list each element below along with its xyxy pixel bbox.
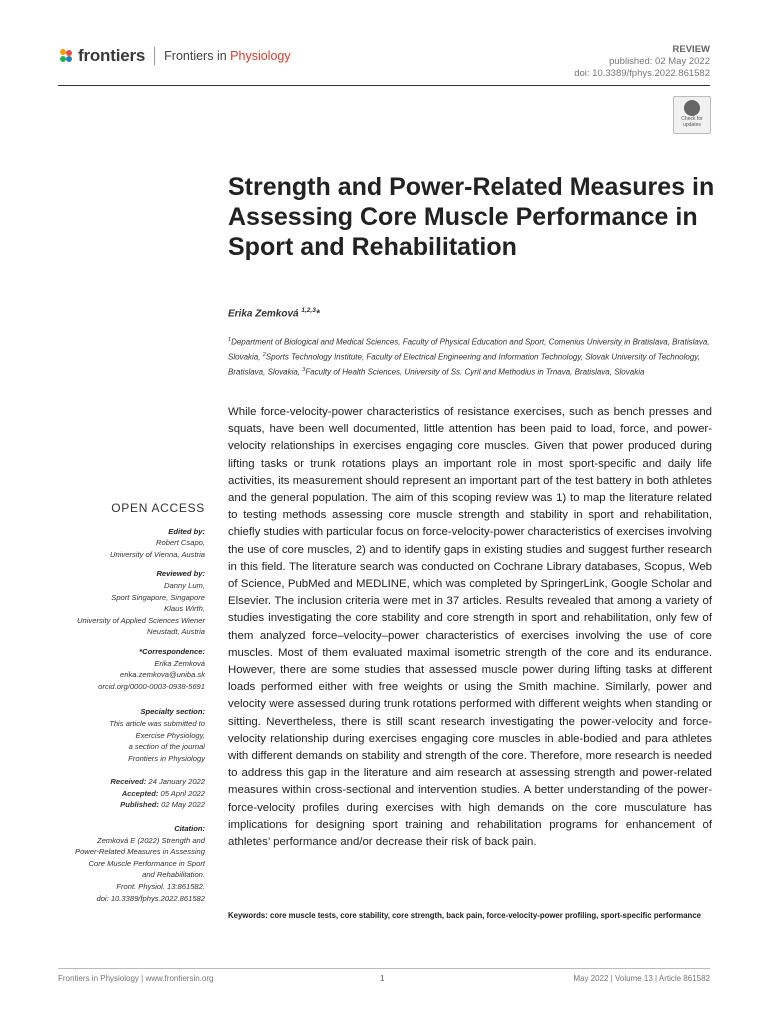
reviewer-affiliation: University of Applied Sciences Wiener bbox=[77, 615, 205, 625]
specialty-line: Frontiers in Physiology bbox=[128, 753, 205, 763]
brand-name: frontiers bbox=[78, 46, 146, 65]
citation-heading: Citation: bbox=[174, 824, 205, 834]
published-date: published: 02 May 2022 bbox=[609, 56, 710, 67]
citation-line: and Rehabilitation. bbox=[142, 870, 205, 880]
correspondence-orcid[interactable]: orcid.org/0000-0003-0938-5691 bbox=[98, 681, 205, 691]
reviewer-affiliation: Neustadt, Austria bbox=[147, 627, 205, 637]
edited-by-heading: Edited by: bbox=[168, 526, 205, 536]
affiliations: $^1$Department of Biological and Medical Sciences, Faculty of Physical Education and Sport, Comenius University in Bratislava, Bratislava, Slovakia, $^2$Sports Technology Institute, Faculty of Electrical Engineering and Information Technology, Slovak University of Technology, Bratislava, Slovakia, $^3$Faculty of Health Sciences, University of Ss. Cyril and Methodius in Trnava, Bratislava, Slovakia bbox=[228, 337, 710, 377]
dates-block bbox=[28, 776, 205, 811]
citation-block bbox=[28, 823, 205, 904]
affiliation-1: Department of Biological and Medical Sciences, Faculty of Physical Education and Sport, Comenius University in Bratislava, Bratislava, Slovakia, bbox=[228, 337, 710, 362]
correspondence-email[interactable]: erika.zemkova@uniba.sk bbox=[120, 670, 205, 680]
citation-line: Core Muscle Performance in Sport bbox=[88, 858, 205, 868]
editor-affiliation: University of Vienna, Austria bbox=[110, 549, 205, 559]
published-date-sidebar: Published: 02 May 2022 bbox=[120, 800, 205, 810]
author-name[interactable]: Erika Zemková bbox=[228, 308, 299, 320]
correspondence-block bbox=[28, 646, 205, 692]
logo-divider bbox=[154, 47, 155, 65]
corresponding-marker: * bbox=[315, 308, 320, 320]
article-sidebar bbox=[28, 503, 205, 912]
author-line bbox=[228, 307, 320, 319]
affiliation-3: Faculty of Health Sciences, University of Ss. Cyril and Methodius in Trnava, Bratislava, Slovakia bbox=[305, 367, 645, 377]
journal-logo[interactable] bbox=[58, 46, 291, 66]
footer-journal-link[interactable]: Frontiers in Physiology | www.frontiersin.org bbox=[58, 974, 214, 983]
affiliation-2: Sports Technology Institute, Faculty of Electrical Engineering and Information Technology, Slovak University of Technology, Bratislava, Slovakia, bbox=[228, 352, 700, 377]
correspondence-heading: *Correspondence: bbox=[139, 646, 205, 656]
badge-label: Check for updates bbox=[681, 116, 703, 128]
journal-name: Frontiers in Physiology bbox=[164, 49, 291, 63]
specialty-line: Exercise Physiology, bbox=[135, 730, 205, 740]
reviewed-by-heading: Reviewed by: bbox=[156, 569, 205, 579]
article-type: REVIEW bbox=[672, 44, 710, 55]
specialty-line: This article was submitted to bbox=[109, 718, 205, 728]
footer-issue-info: May 2022 | Volume 13 | Article 861582 bbox=[573, 974, 710, 983]
footer-divider bbox=[58, 968, 710, 969]
check-updates-icon bbox=[684, 100, 700, 116]
correspondence-name: Erika Zemková bbox=[154, 658, 205, 668]
abstract-text: While force-velocity-power characteristics of resistance exercises, such as bench presses and squats, have been well documented, little attention has been paid to load, force, and power-velocity relationships in exercises engaging core muscles. Given that power produced during lifting tasks or trunk rotations plays an important role in most sport-specific and daily life activities, its measurement should represent an important part of the test battery in both athletes and the general population. The aim of this scoping review was 1) to map the literature related to testing methods assessing core muscle strength and stability in sport and rehabilitation, chiefly studies with particular focus on force-velocity-power characteristics of exercises involving the use of core muscles, 2) and to identify gaps in existing studies and suggest further research in this field. The literature search was conducted on Cochrane Library databases, Scopus, Web of Science, PubMed and MEDLINE, which was completed by SpringerLink, Google Scholar and Elsevier. The inclusion criteria were met in 37 articles. Results revealed that among a variety of studies investigating the core stability and core strength in sport and rehabilitation, only few of them analyzed force–velocity–power characteristics of exercises involving the use of core muscles. Most of them evaluated maximal isometric strength of the core and its endurance. However, there are some studies that assessed muscle power during lifting tasks at different loads performed either with free weights or using the Smith machine. Similarly, power and velocity were assessed during trunk rotations performed with different weights when standing or sitting. Nevertheless, there is still scant research investigating the power-velocity and force-velocity relationship during exercises engaging core muscles in able-bodied and para athletes with different demands on stability and strength of the core. Therefore, more research is needed to address this gap in the literature and aim research at assessing strength and power-related measures within cross-sectional and intervention studies. A better understanding of the power-force-velocity profiles during exercises with high demands on the core musculature has implications for designing sport training and rehabilitation programs for enhancement of athletes’ performance and/or decrease their risk of back pain. bbox=[228, 406, 712, 849]
specialty-heading: Specialty section: bbox=[140, 707, 205, 717]
reviewer-affiliation: Sport Singapore, Singapore bbox=[111, 592, 205, 602]
editor-name[interactable]: Robert Csapo, bbox=[156, 538, 205, 548]
header-divider bbox=[58, 85, 710, 86]
edited-by-block bbox=[28, 526, 205, 561]
citation-line: Power-Related Measures in Assessing bbox=[75, 847, 205, 857]
specialty-section-block bbox=[28, 706, 205, 764]
article-doi[interactable]: doi: 10.3389/fphys.2022.861582 bbox=[574, 68, 710, 79]
article-meta bbox=[574, 44, 710, 80]
frontiers-logo-icon bbox=[58, 48, 74, 64]
check-for-updates-badge[interactable] bbox=[673, 96, 711, 134]
open-access-label: OPEN ACCESS bbox=[111, 501, 205, 515]
article-title: Strength and Power-Related Measures in Assessing Core Muscle Performance in Sport and Rehabilitation bbox=[228, 173, 715, 261]
citation-line: Zemková E (2022) Strength and bbox=[96, 835, 205, 845]
reviewer-name[interactable]: Klaus Wirth, bbox=[164, 604, 205, 614]
page-number: 1 bbox=[380, 974, 385, 983]
keywords: Keywords: core muscle tests, core stability, core strength, back pain, force-velocity-power profiling, sport-specific performance bbox=[228, 911, 701, 920]
specialty-line: a section of the journal bbox=[128, 742, 205, 752]
reviewed-by-block bbox=[28, 568, 205, 638]
author-affil-sup: 1,2,3 bbox=[301, 307, 316, 314]
reviewer-name[interactable]: Danny Lum, bbox=[164, 580, 205, 590]
citation-doi[interactable]: doi: 10.3389/fphys.2022.861582 bbox=[96, 893, 205, 903]
received-date: Received: 24 January 2022 bbox=[110, 777, 205, 787]
citation-line: Front. Physiol. 13:861582. bbox=[116, 882, 205, 892]
accepted-date: Accepted: 05 April 2022 bbox=[121, 788, 205, 798]
